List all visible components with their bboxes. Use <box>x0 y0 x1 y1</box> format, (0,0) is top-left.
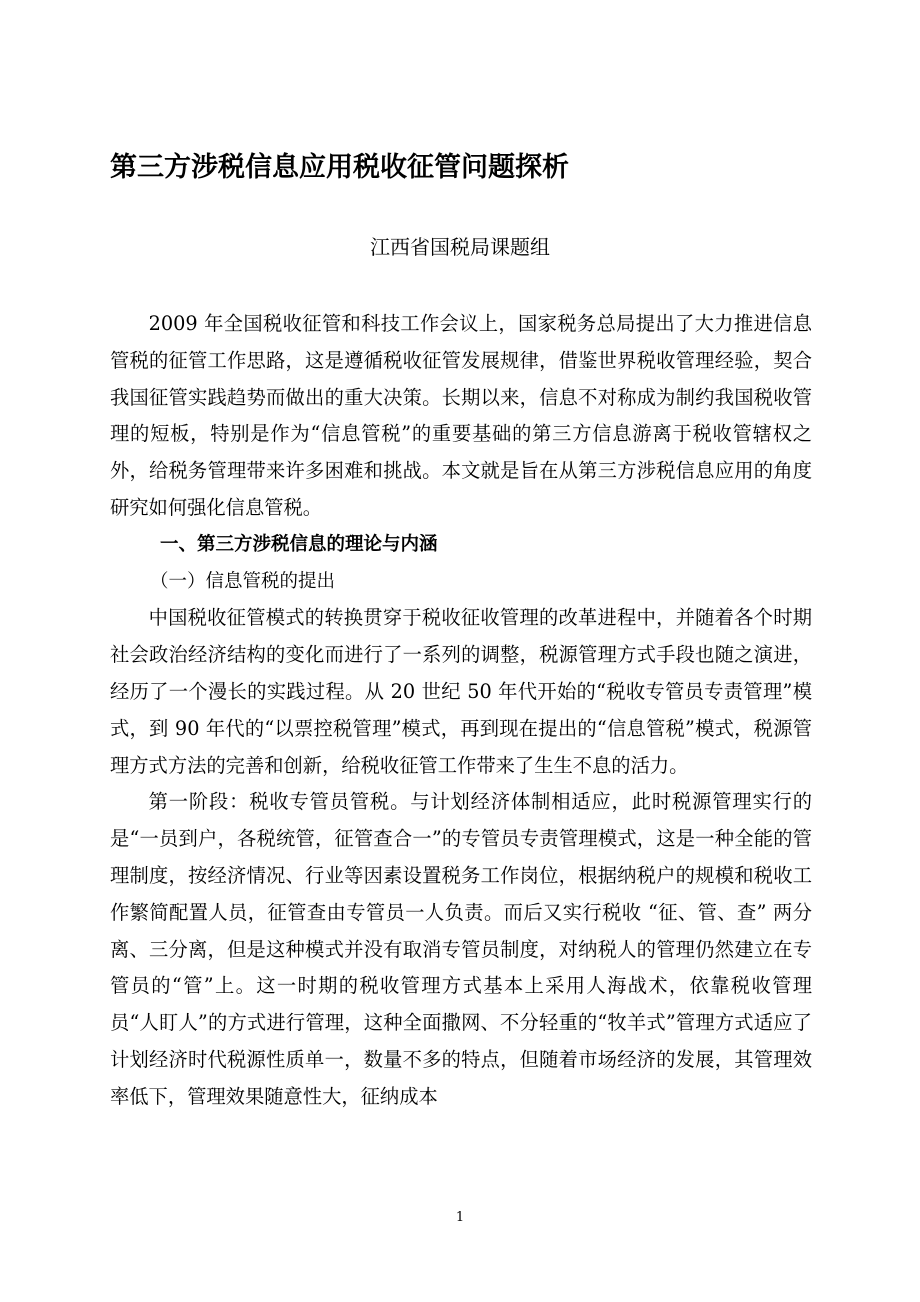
document-author: 江西省国税局课题组 <box>370 235 550 259</box>
document-title: 第三方涉税信息应用税收征管问题探析 <box>110 152 569 183</box>
subsection-heading: （一）信息管税的提出 <box>150 570 336 592</box>
section-heading: 一、第三方涉税信息的理论与内涵 <box>160 533 438 555</box>
body-paragraph: 第一阶段：税收专管员管税。与计划经济体制相适应，此时税源管理实行的是“一员到户，各税统管，征管查合一”的专管员专责管理模式，这是一种全能的管理制度，按经济情况、行业等因素设置税务工作岗位，根据纳税户的规模和税收工作繁简配置人员，征管查由专管员一人负责。而后又实行税收 “征、管、查” 两分离、三分离，但是这种模式并没有取消专管员制度，对纳税人的管理仍然建立在专管员的“管”上。这一时期的税收管理方式基本上采用人海战术，依靠税收管理员“人盯人”的方式进行管理，这种全面撒网、不分轻重的“牧羊式”管理方式适应了计划经济时代税源性质单一，数量不多的特点，但随着市场经济的发展，其管理效率低下，管理效果随意性大，征纳成本 <box>110 790 812 1108</box>
intro-paragraph: 2009 年全国税收征管和科技工作会议上，国家税务总局提出了大力推进信息管税的征管工作思路，这是遵循税收征管发展规律，借鉴世界税收管理经验，契合我国征管实践趋势而做出的重大决策。长期以来，信息不对称成为制约我国税收管理的短板，特别是作为“信息管税”的重要基础的第三方信息游离于税收管辖权之外，给税务管理带来许多困难和挑战。本文就是旨在从第三方涉税信息应用的角度研究如何强化信息管税。 <box>110 312 812 519</box>
page-number: 1 <box>455 1210 465 1225</box>
body-paragraph: 中国税收征管模式的转换贯穿于税收征收管理的改革进程中，并随着各个时期社会政治经济结构的变化而进行了一系列的调整，税源管理方式手段也随之演进，经历了一个漫长的实践过程。从 20 世纪 50 年代开始的“税收专管员专责管理”模式，到 90 年代的“以票控税管理”模式，再到现在提出的“信息管税”模式，税源管理方式方法的完善和创新，给税收征管工作带来了生生不息的活力。 <box>110 606 812 777</box>
document-body <box>110 306 812 1116</box>
